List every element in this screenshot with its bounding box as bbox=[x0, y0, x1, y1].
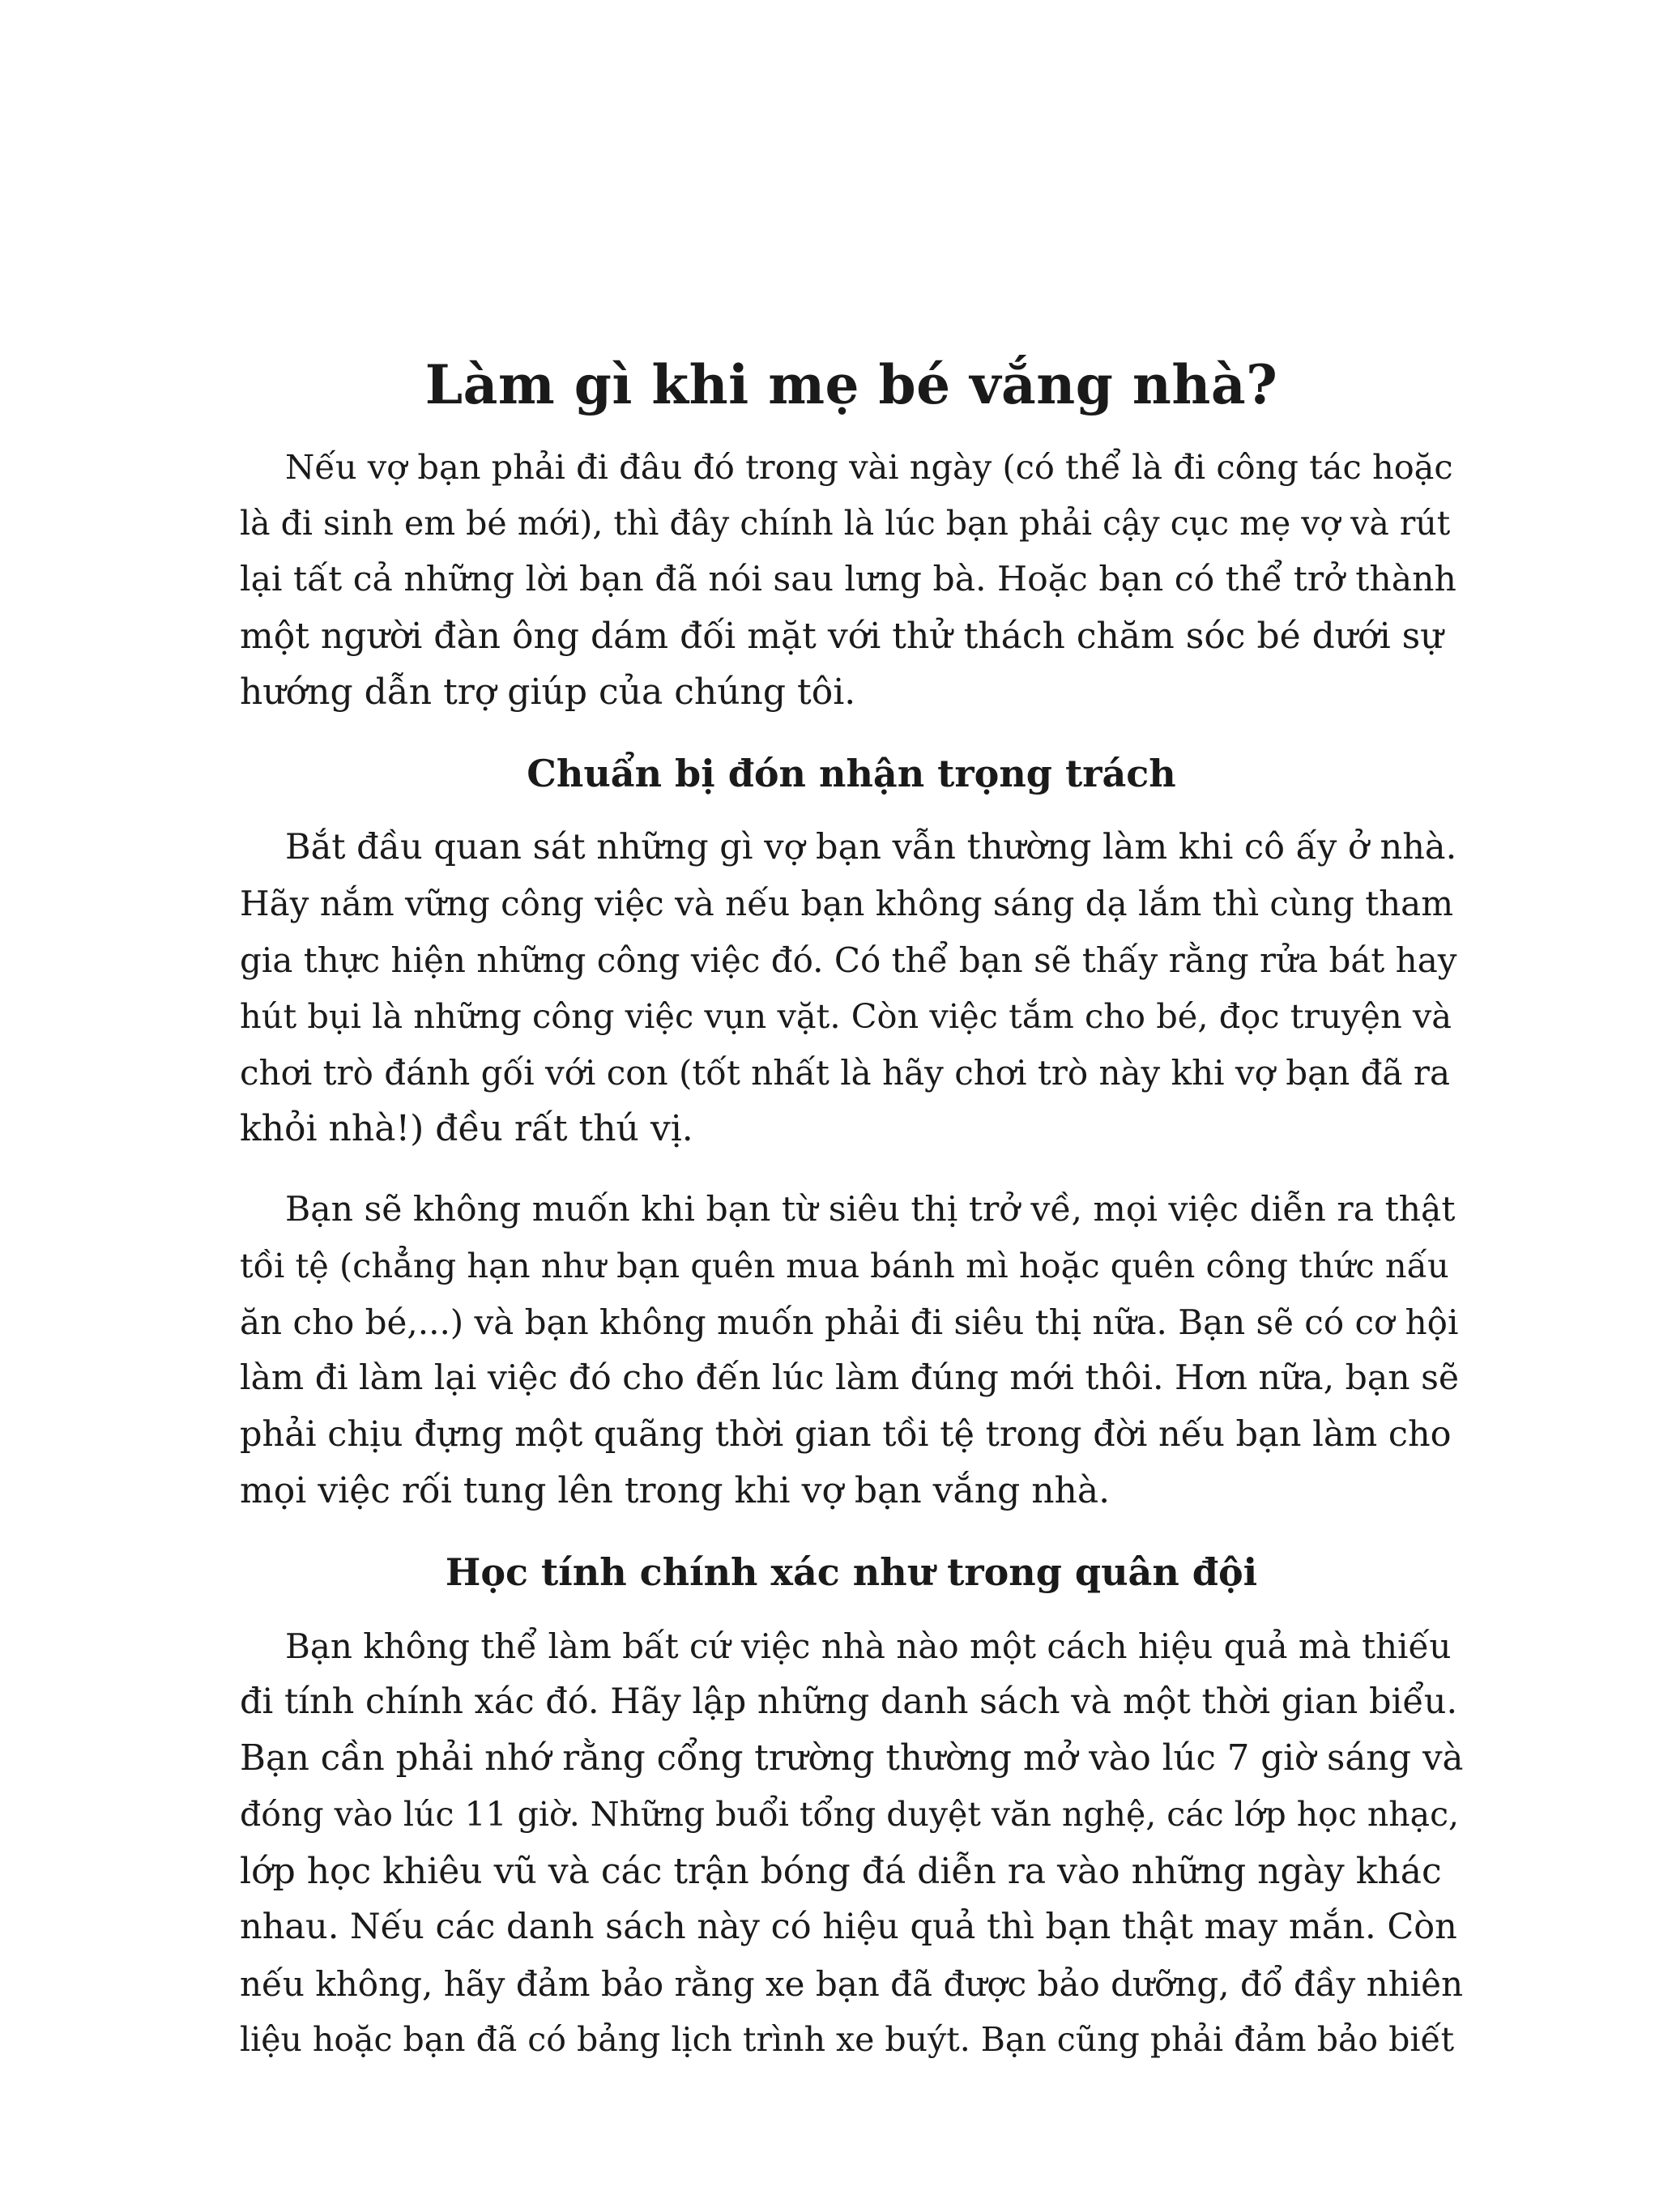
page-title: Làm gì khi mẹ bé vắng nhà? bbox=[424, 353, 1278, 416]
paragraph bbox=[240, 1182, 1463, 1519]
text-line: là đi sinh em bé mới), thì đây chính là lúc bạn phải cậy cục mẹ vợ và rút bbox=[240, 503, 1451, 543]
paragraph bbox=[240, 820, 1463, 1157]
text-line: ăn cho bé,...) và bạn không muốn phải đi siêu thị nữa. Bạn sẽ có cơ hội bbox=[240, 1302, 1459, 1342]
document-page bbox=[240, 348, 1463, 2093]
text-line: làm đi làm lại việc đó cho đến lúc làm đúng mới thôi. Hơn nữa, bạn sẽ bbox=[240, 1358, 1460, 1398]
text-line: một người đàn ông dám đối mặt với thử thách chăm sóc bé dưới sự bbox=[240, 615, 1444, 657]
section-heading: Chuẩn bị đón nhận trọng trách bbox=[527, 751, 1176, 795]
text-line: Hãy nắm vững công việc và nếu bạn không sáng dạ lắm thì cùng tham bbox=[240, 884, 1454, 923]
paragraph-intro bbox=[240, 439, 1463, 721]
paragraph bbox=[240, 1618, 1463, 2069]
text-line: phải chịu đựng một quãng thời gian tồi tệ trong đời nếu bạn làm cho bbox=[240, 1413, 1452, 1455]
text-line: hướng dẫn trợ giúp của chúng tôi. bbox=[240, 671, 856, 713]
text-line: hút bụi là những công việc vụn vặt. Còn việc tắm cho bé, đọc truyện và bbox=[240, 996, 1452, 1036]
text-line: Bạn không thể làm bất cứ việc nhà nào một cách hiệu quả mà thiếu bbox=[285, 1626, 1452, 1666]
text-line: nếu không, hãy đảm bảo rằng xe bạn đã được bảo dưỡng, đổ đầy nhiên bbox=[240, 1963, 1464, 2004]
text-line: lại tất cả những lời bạn đã nói sau lưng bà. Hoặc bạn có thể trở thành bbox=[240, 560, 1456, 599]
text-line: Bạn cần phải nhớ rằng cổng trường thường mở vào lúc 7 giờ sáng và bbox=[240, 1737, 1464, 1779]
text-line: đóng vào lúc 11 giờ. Những buổi tổng duyệt văn nghệ, các lớp học nhạc, bbox=[240, 1795, 1460, 1834]
text-line: liệu hoặc bạn đã có bảng lịch trình xe buýt. Bạn cũng phải đảm bảo biết bbox=[240, 2020, 1455, 2059]
text-line: Nếu vợ bạn phải đi đâu đó trong vài ngày (có thể là đi công tác hoặc bbox=[285, 447, 1453, 487]
text-line: nhau. Nếu các danh sách này có hiệu quả thì bạn thật may mắn. Còn bbox=[240, 1907, 1457, 1947]
text-line: gia thực hiện những công việc đó. Có thể bạn sẽ thấy rằng rửa bát hay bbox=[240, 940, 1457, 980]
text-line: đi tính chính xác đó. Hãy lập những danh sách và một thời gian biểu. bbox=[240, 1681, 1458, 1722]
text-line: lớp học khiêu vũ và các trận bóng đá diễn ra vào những ngày khác bbox=[240, 1850, 1442, 1892]
text-line: tồi tệ (chẳng hạn như bạn quên mua bánh mì hoặc quên công thức nấu bbox=[240, 1246, 1449, 1285]
text-line: chơi trò đánh gối với con (tốt nhất là hãy chơi trò này khi vợ bạn đã ra bbox=[240, 1052, 1450, 1093]
text-line: mọi việc rối tung lên trong khi vợ bạn vắng nhà. bbox=[240, 1470, 1111, 1511]
text-line: Bắt đầu quan sát những gì vợ bạn vẫn thường làm khi cô ấy ở nhà. bbox=[285, 826, 1457, 867]
text-line: Bạn sẽ không muốn khi bạn từ siêu thị trở về, mọi việc diễn ra thật bbox=[285, 1189, 1456, 1230]
section-heading: Học tính chính xác như trong quân đội bbox=[445, 1549, 1258, 1594]
text-line: khỏi nhà!) đều rất thú vị. bbox=[240, 1108, 693, 1149]
